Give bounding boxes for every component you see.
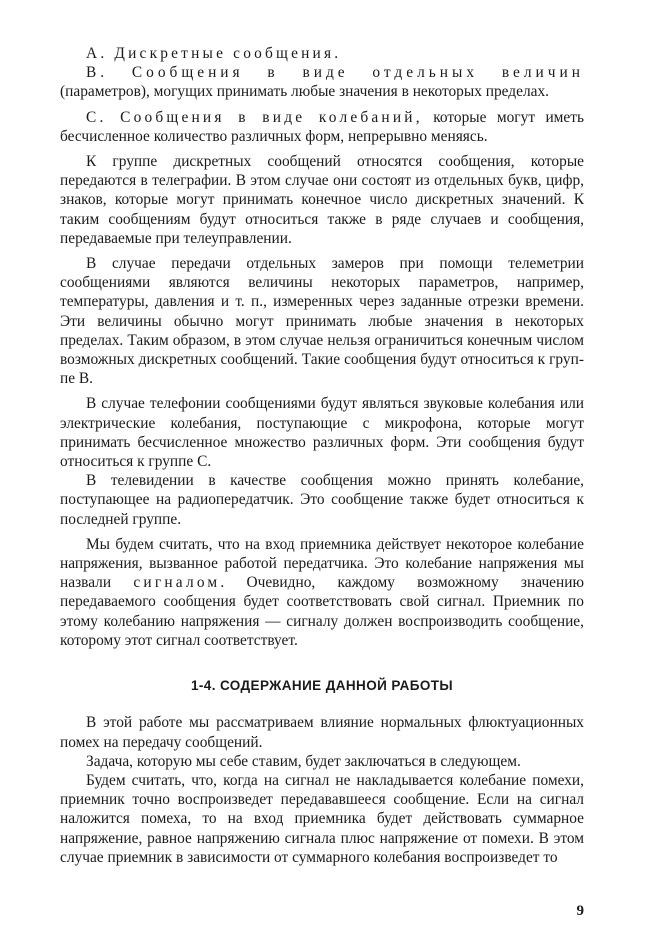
paragraph-6: В этой работе мы рассматриваем влияние нормальных флюктуационных помех на передачу сообщений. <box>60 714 584 751</box>
paragraph-5-end: . Очевидно, каждому возможному значению передаваемого сообщения будет соответствовать свой сигнал. Приемник по этому колебанию напряжения — сигналу должен воспроизводить сообщение, которому этот сигнал соответствует. <box>60 574 584 649</box>
item-a <box>60 44 584 63</box>
paragraph-7: Задача, которую мы себе ставим, будет заключаться в следующем. <box>86 752 521 770</box>
item-a-label: А. Дискретные сообщения. <box>86 45 342 62</box>
paragraph-2: В случае передачи отдельных замеров при помощи телеметрии сообщениями являются величины некоторых параметров, например, температуры, давления и т. п., измеренных через заданные отрезки времени. Эти величины обычно могут принимать любые значения в некоторых пределах. Таким образом, в этом случае нельзя ограничиться конечным числом возможных дискретных сообщений. Такие сообщения будут относиться к группе В. <box>60 255 584 388</box>
item-c <box>60 108 584 146</box>
paragraph-8: Будем считать, что, когда на сигнал не накладывается колебание помехи, приемник точно воспроизведет передававшееся сообщение. Если на сигнал наложится помеха, то на вход приемника будет действовать суммарное напряжение, равное напряжению сигнала плюс напряжение от помехи. В этом случае приемник в зависимости от суммарного колебания воспроизведет то <box>60 771 584 866</box>
paragraph-5-start: Мы будем считать, что на вход приемника действует некоторое колебание напряжения, вызванное работой передатчика. Это колебание напряжения мы назвали <box>60 535 584 592</box>
item-b-label: В. Сообщения в виде отдельных величин <box>86 64 584 82</box>
paragraph-3: В случае телефонии сообщениями будут являться звуковые колебания или электрические колебания, поступающие с микрофона, которые могут принимать бесчисленное множество различных форм. Эти сообщения будут относиться к группе С. <box>60 395 584 471</box>
section-heading: 1-4. СОДЕРЖАНИЕ ДАННОЙ РАБОТЫ <box>190 678 453 694</box>
paragraph-4: В телевидении в качестве сообщения можно принять колебание, поступающее на радиопередатчик. Это сообщение также будет относиться к последней группе. <box>60 472 584 528</box>
page-text <box>60 44 584 867</box>
item-c-label: С. Сообщения в виде колебаний, <box>86 108 423 126</box>
paragraph-1: К группе дискретных сообщений относятся сообщения, которые передаются в телеграфии. В этом случае они состоят из отдельных букв, цифр, знаков, которые могут принимать конечное число дискретных значений. К таким сообщениям будут относиться также в ряде случаев и сообщения, передаваемые при телеуправлении. <box>60 153 584 247</box>
page-number: 9 <box>576 903 584 919</box>
paragraph-5 <box>60 535 584 650</box>
item-c-text: которые могут иметь бесчисленное количество различных форм, непрерывно меняясь. <box>60 108 584 145</box>
item-b <box>60 63 584 101</box>
item-b-text: (параметров), могущих принимать любые значения в некоторых пределах. <box>60 83 550 101</box>
term-signal: сигналом <box>133 574 221 592</box>
